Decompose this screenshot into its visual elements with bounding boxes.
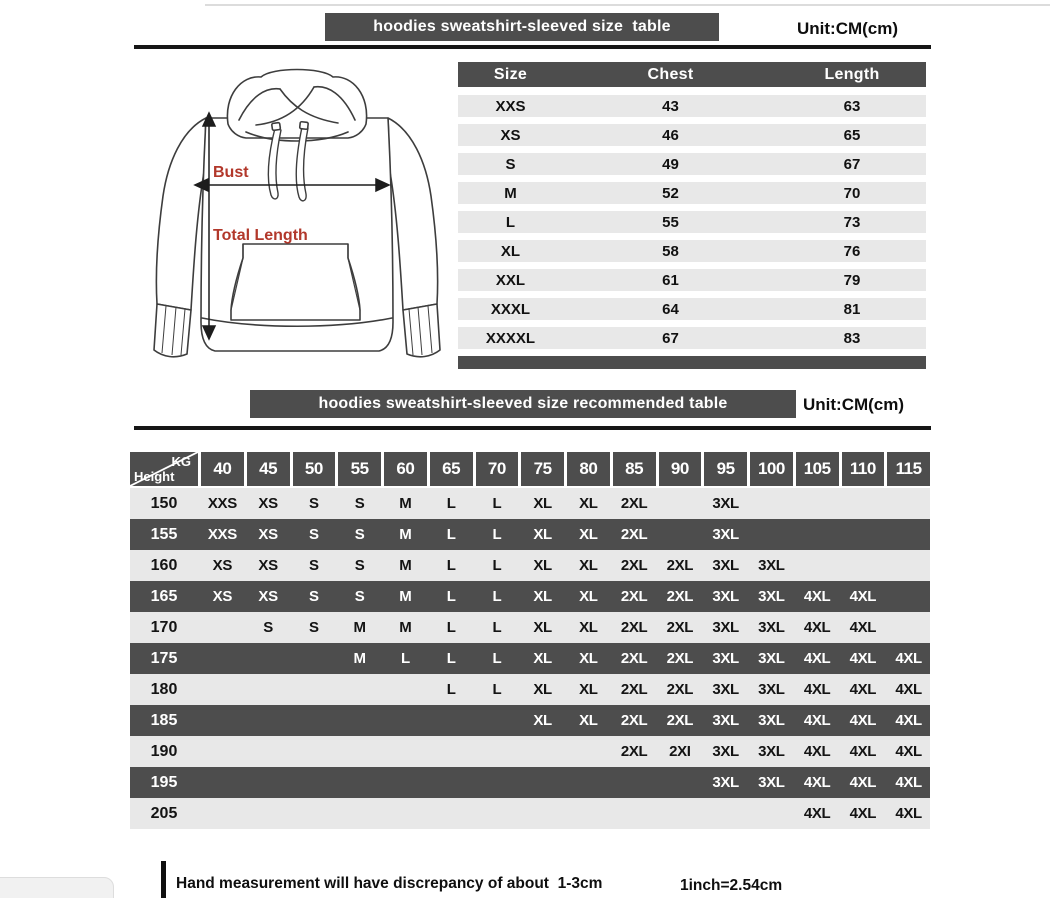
recommend-row xyxy=(130,581,930,612)
size-cell: S xyxy=(505,155,516,173)
size-recommend-cell xyxy=(659,519,702,550)
size-recommend-cell: 4XL xyxy=(895,650,922,667)
size-recommend-cell: XL xyxy=(533,557,552,574)
size-recommend-cell xyxy=(796,488,839,519)
size-recommend-cell: 4XL xyxy=(895,774,922,791)
size-recommend-cell: 4XL xyxy=(849,681,877,698)
size-recommend-cell xyxy=(704,798,747,829)
size-recommend-cell: 2XL xyxy=(666,650,694,667)
size-cell: XXL xyxy=(495,271,526,289)
size-recommend-cell: L xyxy=(446,619,456,636)
size-recommend-cell: 4XL xyxy=(895,681,922,698)
section1-title-bar xyxy=(325,13,719,41)
size-recommend-cell: 4XL xyxy=(803,650,831,667)
size-recommend-cell: L xyxy=(446,681,456,698)
weight-header-cell: 100 xyxy=(750,452,793,486)
size-recommend-cell: 4XL xyxy=(895,712,922,729)
size-recommend-cell: 2XL xyxy=(666,588,694,605)
size-recommend-cell: L xyxy=(446,588,456,605)
size-recommend-cell: XL xyxy=(533,495,552,512)
size-recommend-cell xyxy=(659,798,702,829)
weight-header-cell: 80 xyxy=(567,452,610,486)
size-recommend-cell: 2XL xyxy=(620,650,648,667)
size-recommend-cell: XS xyxy=(258,526,278,543)
size-cell: M xyxy=(504,184,517,202)
weight-header-cell: 95 xyxy=(704,452,747,486)
chest-cell: 61 xyxy=(662,271,679,289)
height-cell: 180 xyxy=(150,680,178,698)
chest-cell: 52 xyxy=(662,184,679,202)
size-recommend-cell xyxy=(430,767,473,798)
size-recommend-cell: M xyxy=(399,495,412,512)
size-table-row xyxy=(458,95,926,117)
height-cell: 185 xyxy=(150,711,178,729)
size-recommend-cell: 4XL xyxy=(849,743,877,760)
size-recommend-cell: L xyxy=(492,557,502,574)
recommend-row xyxy=(130,550,930,581)
size-table-row xyxy=(458,240,926,262)
size-recommend-cell xyxy=(247,798,290,829)
size-recommend-cell xyxy=(887,550,930,581)
size-recommend-cell: S xyxy=(354,588,365,605)
section1-divider xyxy=(134,45,931,49)
height-cell: 160 xyxy=(150,556,178,574)
size-cell: XXXXL xyxy=(485,329,536,347)
size-recommend-cell xyxy=(293,674,336,705)
hoodie-right-sleeve xyxy=(388,118,438,310)
size-recommend-cell xyxy=(750,519,793,550)
size-recommend-cell xyxy=(659,767,702,798)
size-recommend-cell: 3XL xyxy=(758,743,785,760)
size-recommend-cell: 2XL xyxy=(620,681,648,698)
size-recommend-cell: M xyxy=(353,650,366,667)
size-recommend-cell: 4XL xyxy=(849,650,877,667)
recommend-row xyxy=(130,736,930,767)
size-recommend-cell: S xyxy=(263,619,273,636)
size-recommend-cell: 4XL xyxy=(849,805,877,822)
size-recommend-cell: XXS xyxy=(207,526,237,543)
size-recommend-cell xyxy=(476,767,519,798)
hoodie-pocket xyxy=(231,244,360,320)
size-recommend-cell xyxy=(750,488,793,519)
measurement-note: Hand measurement will have discrepancy of about 1-3cm xyxy=(176,875,603,892)
size-recommend-cell: M xyxy=(399,526,412,543)
size-recommend-cell xyxy=(247,736,290,767)
size-recommend-cell: XL xyxy=(533,588,552,605)
recommend-row xyxy=(130,612,930,643)
size-recommend-cell xyxy=(567,736,610,767)
size-recommend-cell: 4XL xyxy=(803,712,831,729)
size-recommend-cell: 3XL xyxy=(712,681,739,698)
weight-header-cell: 55 xyxy=(338,452,381,486)
size-recommend-cell: L xyxy=(492,619,502,636)
chest-cell: 43 xyxy=(662,97,679,115)
section2-title: hoodies sweatshirt-sleeved size recommended table xyxy=(318,395,728,412)
weight-header-cell: 45 xyxy=(247,452,290,486)
size-recommend-cell: 2XL xyxy=(620,557,648,574)
recommend-row xyxy=(130,519,930,550)
size-cell: XXXL xyxy=(490,300,531,318)
height-label: Height xyxy=(134,469,175,484)
weight-header-cell: 85 xyxy=(613,452,656,486)
size-recommend-cell: 4XL xyxy=(803,619,831,636)
size-recommend-cell: L xyxy=(446,495,456,512)
size-table-body xyxy=(458,95,926,349)
size-recommend-cell: 3XL xyxy=(712,712,739,729)
size-recommend-cell: S xyxy=(309,588,319,605)
size-recommend-cell xyxy=(476,705,519,736)
size-recommend-cell: L xyxy=(492,526,502,543)
size-cell: L xyxy=(505,213,516,231)
size-table-row xyxy=(458,124,926,146)
weight-header-cell: 105 xyxy=(796,452,839,486)
size-recommend-cell: 4XL xyxy=(803,774,831,791)
recommend-row xyxy=(130,643,930,674)
size-recommend-cell xyxy=(567,798,610,829)
size-recommend-cell: 2XL xyxy=(620,495,648,512)
weight-header-cell: 70 xyxy=(476,452,519,486)
size-recommend-cell xyxy=(338,736,381,767)
chest-cell: 55 xyxy=(662,213,679,231)
length-column-header: Length xyxy=(824,65,880,83)
size-recommend-cell xyxy=(201,674,244,705)
size-recommend-cell xyxy=(567,767,610,798)
size-table-row xyxy=(458,211,926,233)
size-table-row xyxy=(458,153,926,175)
size-recommend-cell xyxy=(247,674,290,705)
size-recommend-cell: XL xyxy=(533,526,552,543)
size-recommend-cell xyxy=(842,550,885,581)
size-recommend-cell: 3XL xyxy=(758,681,785,698)
length-cell: 65 xyxy=(843,126,861,144)
chest-cell: 67 xyxy=(662,329,679,347)
size-recommend-cell xyxy=(613,767,656,798)
size-recommend-cell xyxy=(384,674,427,705)
size-table-row xyxy=(458,327,926,349)
recommend-row xyxy=(130,705,930,736)
size-recommend-cell: 3XL xyxy=(758,712,785,729)
kg-label: KG xyxy=(171,454,191,469)
size-recommend-cell: S xyxy=(354,495,365,512)
footer-accent-bar xyxy=(161,861,166,898)
size-recommend-cell xyxy=(887,581,930,612)
size-recommend-cell: 4XL xyxy=(803,743,831,760)
inch-conversion-note: 1inch=2.54cm xyxy=(680,877,783,894)
size-recommend-cell: 2XL xyxy=(666,681,694,698)
size-cell: XS xyxy=(500,126,521,144)
size-recommend-cell xyxy=(293,705,336,736)
length-cell: 73 xyxy=(843,213,861,231)
size-recommend-cell: 3XL xyxy=(758,774,785,791)
size-recommend-cell: S xyxy=(309,557,319,574)
height-cell: 195 xyxy=(150,773,178,791)
size-recommend-cell: 4XL xyxy=(849,588,877,605)
size-recommend-cell: XL xyxy=(579,495,598,512)
weight-header-cell: 110 xyxy=(842,452,885,486)
size-recommend-cell: S xyxy=(309,619,319,636)
length-cell: 79 xyxy=(843,271,861,289)
size-recommend-cell xyxy=(201,767,244,798)
size-table-header xyxy=(458,62,926,87)
height-cell: 175 xyxy=(150,649,178,667)
size-recommend-cell xyxy=(476,798,519,829)
recommend-row xyxy=(130,767,930,798)
chest-cell: 49 xyxy=(662,155,679,173)
size-recommend-cell: 2XL xyxy=(620,712,648,729)
size-recommend-cell xyxy=(796,519,839,550)
size-recommend-cell: 4XL xyxy=(803,681,831,698)
height-cell: 150 xyxy=(150,494,178,512)
chest-cell: 46 xyxy=(662,126,679,144)
size-recommend-cell: 3XL xyxy=(758,619,785,636)
weight-header-cell: 115 xyxy=(887,452,930,486)
size-recommend-cell: 4XL xyxy=(803,588,831,605)
size-recommend-cell xyxy=(201,612,244,643)
section2-unit-label: Unit:CM(cm) xyxy=(803,395,905,414)
size-recommend-cell: XL xyxy=(579,588,598,605)
length-cell: 67 xyxy=(843,155,861,173)
size-recommend-cell: L xyxy=(400,650,410,667)
size-recommend-cell xyxy=(430,705,473,736)
size-recommend-cell xyxy=(247,705,290,736)
size-recommend-cell: M xyxy=(399,619,412,636)
size-recommend-cell xyxy=(293,767,336,798)
chest-cell: 64 xyxy=(662,300,679,318)
section1-unit-label: Unit:CM(cm) xyxy=(797,19,899,38)
corner-box xyxy=(0,877,114,898)
size-recommend-cell: S xyxy=(309,495,319,512)
size-recommend-cell xyxy=(750,798,793,829)
size-recommend-cell: L xyxy=(446,650,456,667)
size-recommend-cell: S xyxy=(354,526,365,543)
size-recommend-cell: 2XL xyxy=(620,743,648,760)
size-table-row xyxy=(458,298,926,320)
size-recommend-cell: S xyxy=(354,557,365,574)
size-recommend-cell: M xyxy=(399,557,412,574)
size-recommend-cell xyxy=(430,736,473,767)
size-recommend-cell: 4XL xyxy=(849,619,877,636)
size-recommend-cell xyxy=(384,705,427,736)
size-recommend-cell xyxy=(247,643,290,674)
size-recommend-cell: L xyxy=(492,681,502,698)
section2-title-bar xyxy=(250,390,796,418)
size-recommend-cell: 2XL xyxy=(666,557,694,574)
size-recommend-cell xyxy=(521,798,564,829)
size-recommend-cell xyxy=(476,736,519,767)
weight-header-cell: 75 xyxy=(521,452,564,486)
size-recommend-cell: XL xyxy=(533,619,552,636)
size-table-row xyxy=(458,269,926,291)
size-recommend-cell: 2XL xyxy=(620,526,648,543)
size-recommend-cell: XS xyxy=(212,557,233,574)
recommend-row xyxy=(130,488,930,519)
length-cell: 63 xyxy=(843,97,861,115)
size-recommend-cell: L xyxy=(446,557,456,574)
size-recommend-cell: 3XL xyxy=(712,526,739,543)
size-recommend-cell: 2XL xyxy=(620,619,648,636)
size-recommend-cell: L xyxy=(446,526,456,543)
length-cell: 81 xyxy=(843,300,861,318)
size-recommend-cell: L xyxy=(492,650,502,667)
size-recommend-cell: XL xyxy=(579,526,598,543)
height-cell: 205 xyxy=(150,804,178,822)
section2-divider xyxy=(134,426,931,430)
size-recommend-cell: XS xyxy=(258,557,278,574)
weight-header-cell: 60 xyxy=(384,452,427,486)
size-recommend-cell: 3XL xyxy=(712,650,739,667)
size-recommend-cell: XL xyxy=(579,650,598,667)
top-divider xyxy=(205,4,1050,6)
height-cell: 170 xyxy=(150,618,178,636)
size-recommend-cell: XL xyxy=(533,681,552,698)
size-recommend-cell: 3XL xyxy=(758,557,785,574)
hoodie-diagram xyxy=(142,64,454,374)
chest-column-header: Chest xyxy=(647,65,694,83)
size-recommend-cell: XL xyxy=(579,557,598,574)
size-recommend-cell: 4XL xyxy=(895,805,922,822)
size-recommend-cell xyxy=(430,798,473,829)
size-recommend-cell xyxy=(659,488,702,519)
size-recommend-cell xyxy=(201,643,244,674)
recommend-row xyxy=(130,798,930,829)
size-recommend-cell xyxy=(887,519,930,550)
size-recommend-cell: 2XL xyxy=(666,619,694,636)
size-recommend-cell: S xyxy=(309,526,319,543)
size-recommend-cell xyxy=(613,798,656,829)
size-recommend-cell: M xyxy=(399,588,412,605)
size-cell: XXS xyxy=(495,97,526,115)
weight-header-cell: 40 xyxy=(201,452,244,486)
size-recommend-cell: XL xyxy=(533,650,552,667)
hoodie-left-sleeve xyxy=(156,118,206,310)
size-recommend-cell xyxy=(338,798,381,829)
size-recommend-cell: L xyxy=(492,588,502,605)
size-table xyxy=(458,62,926,369)
size-recommend-cell: XXS xyxy=(207,495,237,512)
size-recommend-cell xyxy=(293,736,336,767)
size-recommend-cell xyxy=(796,550,839,581)
weight-header-cell: 90 xyxy=(659,452,702,486)
size-recommend-cell xyxy=(521,767,564,798)
size-recommend-cell: 2XI xyxy=(669,743,691,760)
size-recommend-cell: 3XL xyxy=(712,557,739,574)
size-recommend-cell: XL xyxy=(579,681,598,698)
size-recommend-cell: 3XL xyxy=(712,774,739,791)
size-recommend-cell: 3XL xyxy=(758,588,785,605)
size-recommend-cell xyxy=(887,488,930,519)
size-recommend-cell xyxy=(384,767,427,798)
total-length-label: Total Length xyxy=(213,227,308,244)
bust-label: Bust xyxy=(213,164,249,181)
recommend-table xyxy=(130,452,930,829)
size-recommend-cell: L xyxy=(492,495,502,512)
size-recommend-cell xyxy=(247,767,290,798)
size-recommend-cell: 2XL xyxy=(666,712,694,729)
size-recommend-cell xyxy=(338,674,381,705)
size-recommend-cell: 3XL xyxy=(712,619,739,636)
size-recommend-cell: 4XL xyxy=(803,805,831,822)
size-table-row xyxy=(458,182,926,204)
size-recommend-cell: 4XL xyxy=(849,712,877,729)
weight-header-cell: 50 xyxy=(293,452,336,486)
size-recommend-cell: 3XL xyxy=(712,495,739,512)
size-recommend-cell xyxy=(842,488,885,519)
recommend-table-body xyxy=(130,488,930,829)
chest-cell: 58 xyxy=(662,242,679,260)
size-table-footer-bar xyxy=(458,356,926,369)
size-recommend-cell: XL xyxy=(533,712,552,729)
size-recommend-cell xyxy=(293,798,336,829)
size-recommend-cell xyxy=(384,736,427,767)
size-cell: XL xyxy=(500,242,521,260)
size-column-header: Size xyxy=(493,65,528,83)
length-cell: 83 xyxy=(843,329,861,347)
length-cell: 70 xyxy=(843,184,861,202)
size-recommend-cell: XL xyxy=(579,712,598,729)
size-recommend-cell: 4XL xyxy=(895,743,922,760)
size-recommend-cell: XS xyxy=(258,588,278,605)
height-cell: 155 xyxy=(150,525,178,543)
height-cell: 190 xyxy=(150,742,178,760)
size-recommend-cell: XS xyxy=(258,495,278,512)
size-recommend-cell xyxy=(293,643,336,674)
size-recommend-cell: 4XL xyxy=(849,774,877,791)
size-recommend-cell xyxy=(201,705,244,736)
size-recommend-cell xyxy=(887,612,930,643)
size-recommend-cell: XL xyxy=(579,619,598,636)
size-recommend-cell xyxy=(201,798,244,829)
recommend-table-header xyxy=(130,452,930,486)
size-recommend-cell xyxy=(338,767,381,798)
size-recommend-cell: 3XL xyxy=(712,588,739,605)
recommend-row xyxy=(130,674,930,705)
size-recommend-cell: 2XL xyxy=(620,588,648,605)
size-recommend-cell xyxy=(201,736,244,767)
length-cell: 76 xyxy=(843,242,861,260)
kg-height-corner-cell xyxy=(130,452,198,486)
size-recommend-cell: M xyxy=(353,619,366,636)
section1-title: hoodies sweatshirt-sleeved size table xyxy=(373,18,671,35)
weight-header-cell: 65 xyxy=(430,452,473,486)
size-recommend-cell xyxy=(521,736,564,767)
size-recommend-cell: 3XL xyxy=(712,743,739,760)
size-recommend-cell xyxy=(338,705,381,736)
size-recommend-cell: XS xyxy=(212,588,233,605)
height-cell: 165 xyxy=(150,587,178,605)
size-recommend-cell xyxy=(842,519,885,550)
size-recommend-cell xyxy=(384,798,427,829)
size-recommend-cell: 3XL xyxy=(758,650,785,667)
